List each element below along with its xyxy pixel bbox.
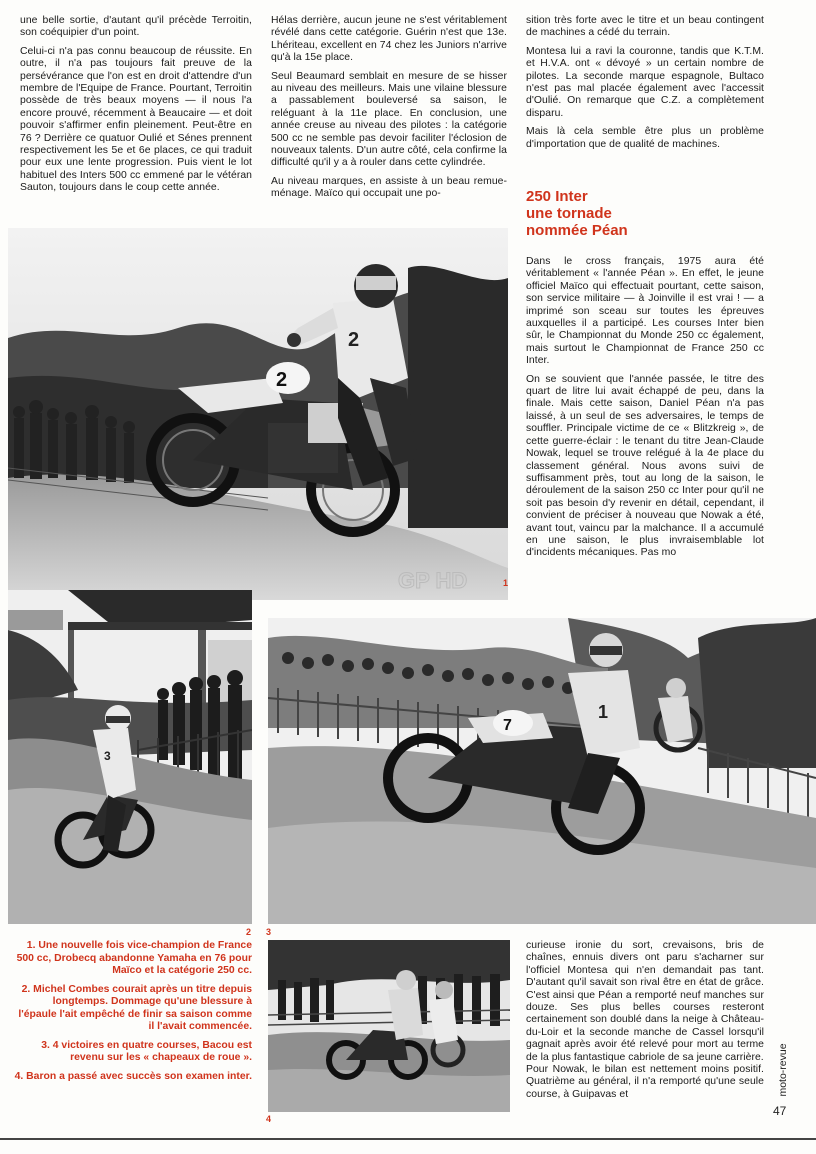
caption-2: 2. Michel Combes courait après un titre depuis longtemps. Dommage qu'une blessure à l'épaule l'ait empêché de finir sa saison comme il l'avait commencée.	[18, 983, 252, 1032]
text-column-1	[20, 15, 252, 195]
svg-text:2: 2	[276, 369, 288, 391]
photo-number-2: 2	[246, 927, 252, 937]
paragraph: Dans le cross français, 1975 aura été véritablement « l'année Péan ». En effet, le jeune officiel Maïco qui effectuait pourtant, cette saison, son service militaire — à Joinville il est vrai ! — a imprimé son sceau sur toutes les épreuves auxquelles il a participé. Les courses Inter bien sûr, le Championnat du Monde 250 cc également, mais surtout le Championnat de France 250 cc Inter.	[526, 256, 764, 367]
page-number: 47	[773, 1104, 787, 1118]
paragraph: Mais là cela semble être plus un problème d'importation que de qualité de machines.	[526, 126, 764, 150]
photo-combes	[8, 590, 252, 924]
text-column-4	[526, 256, 764, 608]
text-column-2	[271, 15, 507, 201]
photo-baron	[268, 940, 510, 1112]
svg-text:7: 7	[503, 717, 512, 734]
paragraph: curieuse ironie du sort, crevaisons, bris de chaînes, ennuis divers ont paru s'acharner sur l'officiel Montesa qui n'en demandait pas tant. D'autant qu'il savait son rival être en état de grâce. C'est ainsi que Péan a remporté neuf manches sur douze. Ses plus belles courses resteront certainement son doublé dans la neige à Château-du-Loir et la seconde manche de Cassel lorsqu'il gagnait après avoir été relevé pour mort au terme de la plus fantastique cabriole de sa jeune carrière.	[526, 940, 764, 1063]
section-heading: 250 Inter une tornade nommée Péan	[526, 188, 628, 239]
caption-4: 4. Baron a passé avec succès son examen inter.	[14, 1070, 252, 1082]
paragraph: Au niveau marques, en assiste à un beau remue-ménage. Maïco qui occupait une po-	[271, 175, 507, 200]
photo-drobecq-jump	[8, 228, 508, 600]
svg-text:GP HD: GP HD	[398, 568, 468, 593]
svg-text:3: 3	[104, 749, 111, 763]
paragraph: Celui-ci n'a pas connu beaucoup de réussite. En outre, il n'a pas toujours fait preuve de la persévérance que l'on est en droit d'attendre d'un membre de l'Equipe de France. Pourtant, Terroitin possède de très beaux moyens — il nous l'a encore prouvé, récemment à Beaucaire — et doit pouvoir s'affirmer enfin pleinement. Peut-être en 76 ? Derrière ce quatuor Oulié et Sénes prennent respectivement les 5e et 6e places, ce qui traduit pour eux une lente progression. Puis vient le lot habituel des Inters 500 cc emmené par le vétéran Sauton, toujours dans le coup cette année.	[20, 45, 252, 194]
text-column-3	[526, 15, 764, 151]
caption-3: 3. 4 victoires en quatre courses, Bacou est revenu sur les « chapeaux de roue ».	[41, 1039, 252, 1063]
caption-1: 1. Une nouvelle fois vice-champion de France 500 cc, Drobecq abandonne Yamaha en 76 pour Maïco et la catégorie 250 cc.	[16, 940, 252, 976]
paragraph: Hélas derrière, aucun jeune ne s'est véritablement révélé dans cette catégorie. Guérin n'est que 13e. Lhériteau, excellent en 74 chez les Juniors n'arrive qu'à la 15e place.	[271, 15, 507, 64]
photo-number-1: 1	[503, 578, 509, 588]
paragraph: Pour Nowak, le bilan est nettement moins positif. Quatrième au général, il n'a remporté qu'une seule course, à Guipavas et	[526, 1064, 764, 1100]
photo-bacou	[268, 618, 816, 924]
page-bottom-rule	[0, 1138, 816, 1140]
photo-captions	[14, 940, 252, 1089]
photo-number-4: 4	[266, 1114, 272, 1124]
paragraph: On se souvient que l'année passée, le titre des quart de litre lui avait échappé de peu, dans la finale. Mais cette saison, Daniel Péan n'a pas laissé, à un seul de ses adversaires, le temps de souffler. Principale victime de ce « Blitzkreig », de cette guerre-éclair : le tenant du titre Jean-Claude Nowak, lequel se trouve relégué à la 4e place du classement général. Nous avons suivi de suffisamment près, tout au long de la saison, le déroulement de la saison 250 cc Inter pour qu'il ne soit pas besoin d'y revenir en détail, cependant, il convient de préciser à nouveau que Nowak a été, avant tout, vaincu par la malchance. Il a accumulé en une saison, le plus invraisemblable lot d'incidents mécaniques. Pas mo	[526, 373, 764, 559]
paragraph: Montesa lui a ravi la couronne, tandis que K.T.M. et H.V.A. ont « dévoyé » un certain nombre de pilotes. La seconde marque espagnole, Bultaco n'est pas mal placée également avec l'accessit d'Oulié. On remarque que C.Z. a complètement disparu.	[526, 45, 764, 119]
text-column-5	[526, 940, 764, 1120]
paragraph: sition très forte avec le titre et un beau contingent de machines a cédé du terrain.	[526, 15, 764, 39]
magazine-name: moto-revue	[777, 1043, 789, 1097]
paragraph: Seul Beaumard semblait en mesure de se hisser au niveau des meilleurs. Mais une vilaine blessure a passablement bouleversé sa saison, le reléguant à la 11e place. En conclusion, une année creuse au niveau des pilotes : la catégorie 500 cc ne semble pas devoir faciliter l'éclosion de nouveaux talents. D'un autre côté, cela confirme la difficulté qu'il y a à rouler dans cette cylindrée.	[271, 70, 507, 169]
svg-text:1: 1	[598, 702, 609, 722]
svg-text:2: 2	[348, 329, 360, 351]
paragraph: une belle sortie, d'autant qu'il précède Terroitin, son coéquipier d'un point.	[20, 15, 252, 39]
photo-number-3: 3	[266, 927, 272, 937]
